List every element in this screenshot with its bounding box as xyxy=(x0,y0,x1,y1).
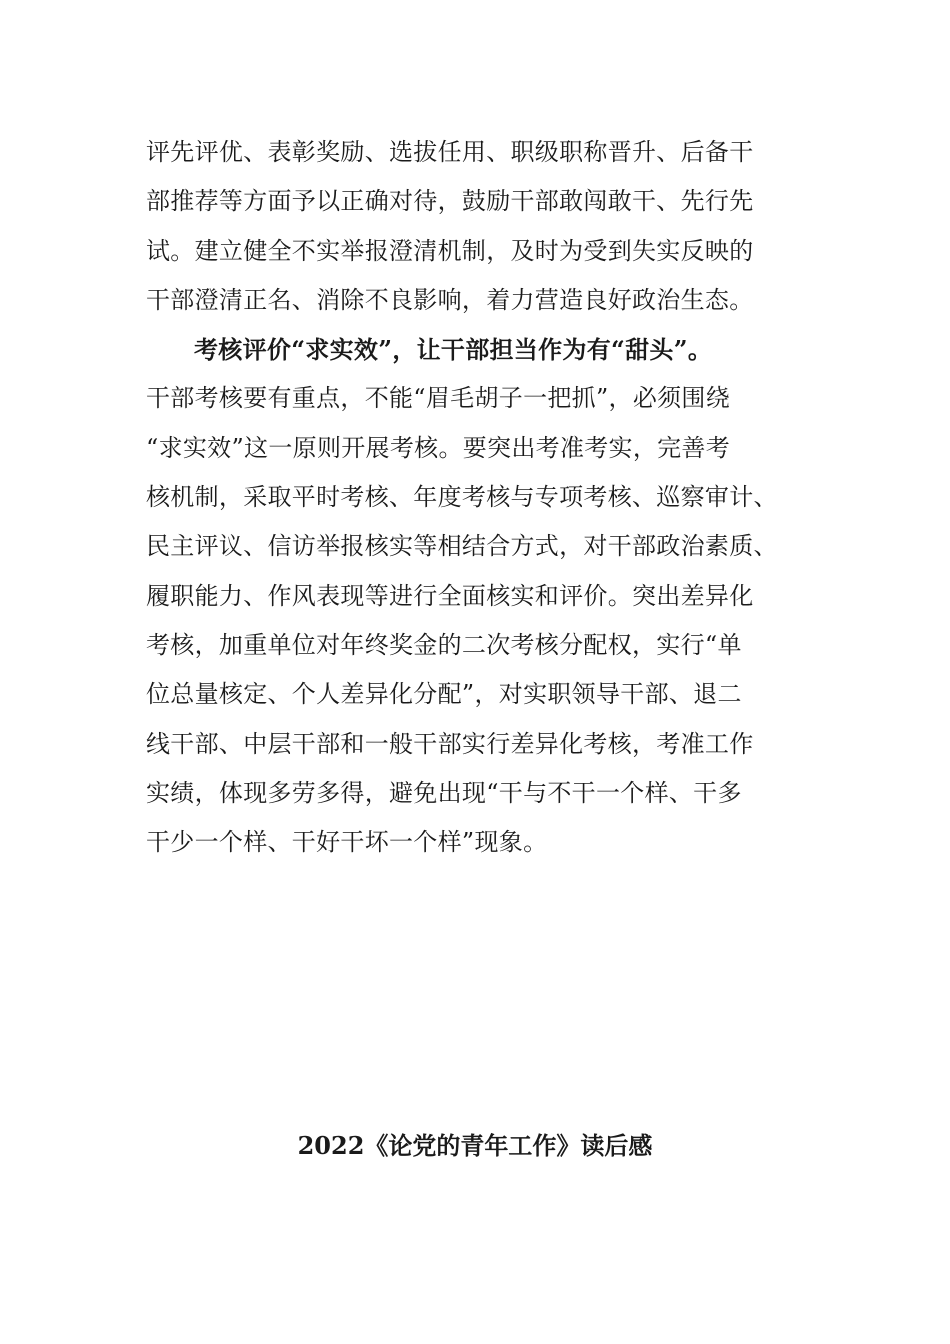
text-line: 实绩，体现多劳多得，避免出现“干与不干一个样、干多 xyxy=(146,778,742,807)
text-line: 民主评议、信访举报核实等相结合方式，对干部政治素质、 xyxy=(146,532,778,561)
text-line: 核机制，采取平时考核、年度考核与专项考核、巡察审计、 xyxy=(146,483,778,512)
text-line: 干部考核要有重点，不能“眉毛胡子一把抓”，必须围绕 xyxy=(146,384,731,413)
text-line: 考核，加重单位对年终奖金的二次考核分配权，实行“单 xyxy=(146,630,742,659)
text-line: 部推荐等方面予以正确对待，鼓励干部敢闯敢干、先行先 xyxy=(146,187,754,216)
text-line: 试。建立健全不实举报澄清机制，及时为受到失实反映的 xyxy=(146,236,754,265)
section-heading: 考核评价“求实效”，让干部担当作为有“甜头”。 xyxy=(194,335,713,365)
text-line: 干少一个样、干好干坏一个样”现象。 xyxy=(146,828,548,857)
text-line: 位总量核定、个人差异化分配”，对实职领导干部、退二 xyxy=(146,680,742,709)
body-text xyxy=(146,128,806,867)
next-article-title: 2022《论党的青年工作》读后感 xyxy=(297,1131,653,1160)
text-line: 履职能力、作风表现等进行全面核实和评价。突出差异化 xyxy=(146,581,754,610)
text-line: 线干部、中层干部和一般干部实行差异化考核，考准工作 xyxy=(146,729,754,758)
text-line: 干部澄清正名、消除不良影响，着力营造良好政治生态。 xyxy=(146,285,754,314)
text-line: “求实效”这一原则开展考核。要突出考准考实，完善考 xyxy=(146,433,731,462)
text-line: 评先评优、表彰奖励、选拔任用、职级职称晋升、后备干 xyxy=(146,138,754,166)
